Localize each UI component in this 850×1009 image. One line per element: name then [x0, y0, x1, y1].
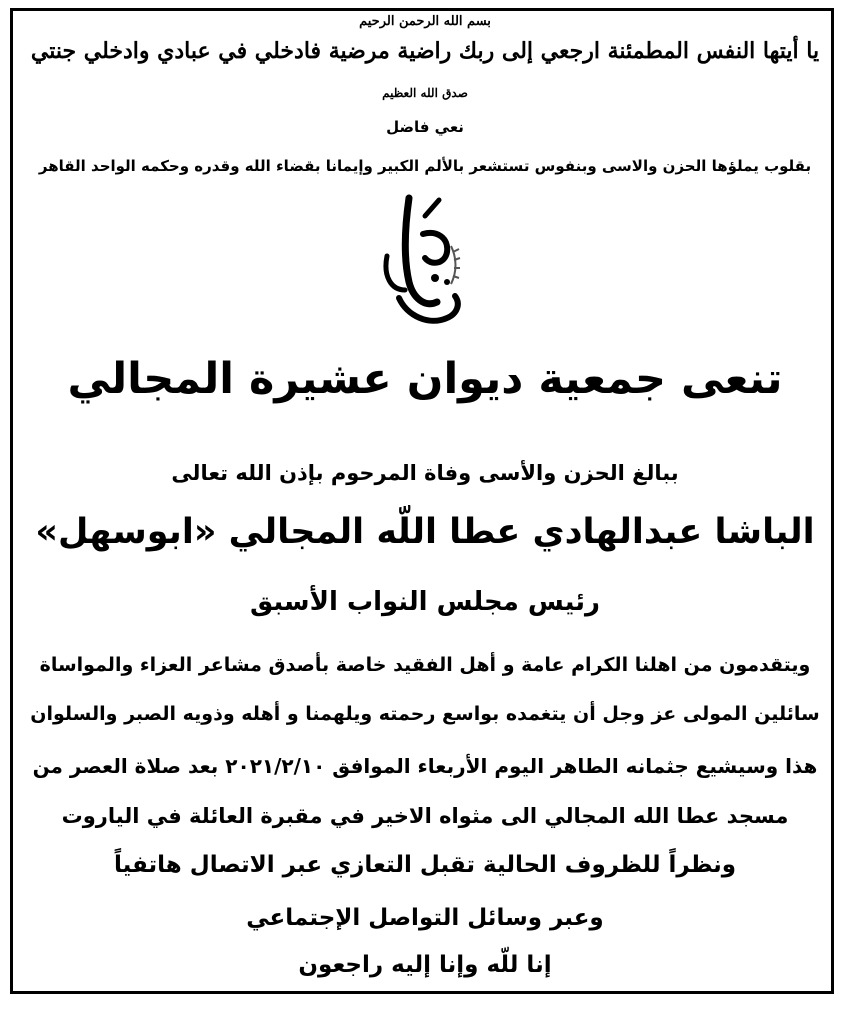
deceased-role: رئيس مجلس النواب الأسبق [250, 587, 600, 617]
closing-verse: إنا للّه وإنا إليه راجعون [298, 952, 552, 978]
association-heading: تنعى جمعية ديوان عشيرة المجالي [67, 354, 783, 404]
tidings-line: ببالغ الحزن والأسى وفاة المرحوم بإذن الله تعالى [171, 461, 679, 485]
majali-calligraphy-logo-icon [365, 186, 475, 336]
body-line-condolences: ويتقدمون من اهلنا الكرام عامة و أهل الفقيد خاصة بأصدق مشاعر العزاء والمواساة [39, 654, 811, 676]
body-line-prayer: سائلين المولى عز وجل أن يتغمده بواسع رحمته ويلهمنا و أهله وذويه الصبر والسلوان [30, 703, 820, 725]
notice-border-frame [10, 8, 834, 994]
body-line-social-media: وعبر وسائل التواصل الإجتماعي [246, 905, 604, 931]
notice-label: نعي فاضل [386, 118, 464, 136]
body-line-burial-place: مسجد عطا الله المجالي الى مثواه الاخير في مقبرة العائلة في الياروت [61, 804, 789, 828]
body-line-phone-condolences: ونظراً للظروف الحالية تقبل التعازي عبر الاتصال هاتفياً [113, 852, 737, 878]
deceased-name: الباشا عبدالهادي عطا اللّه المجالي «ابوسهل» [35, 512, 815, 552]
sadaqa-line: صدق الله العظيم [382, 86, 468, 100]
body-line-funeral-date: هذا وسيشيع جثمانه الطاهر اليوم الأربعاء الموافق ٢٠٢١/٢/١٠ بعد صلاة العصر من [32, 754, 818, 778]
quran-verse: يا أيتها النفس المطمئنة ارجعي إلى ربك راضية مرضية فادخلي في عبادي وادخلي جنتي [30, 38, 820, 64]
basmala: بسم الله الرحمن الرحيم [359, 14, 491, 29]
notice-intro: بقلوب يملؤها الحزن والاسى وبنفوس تستشعر بالألم الكبير وإيمانا بقضاء الله وقدره وحكمه الواحد القاهر [38, 157, 812, 175]
